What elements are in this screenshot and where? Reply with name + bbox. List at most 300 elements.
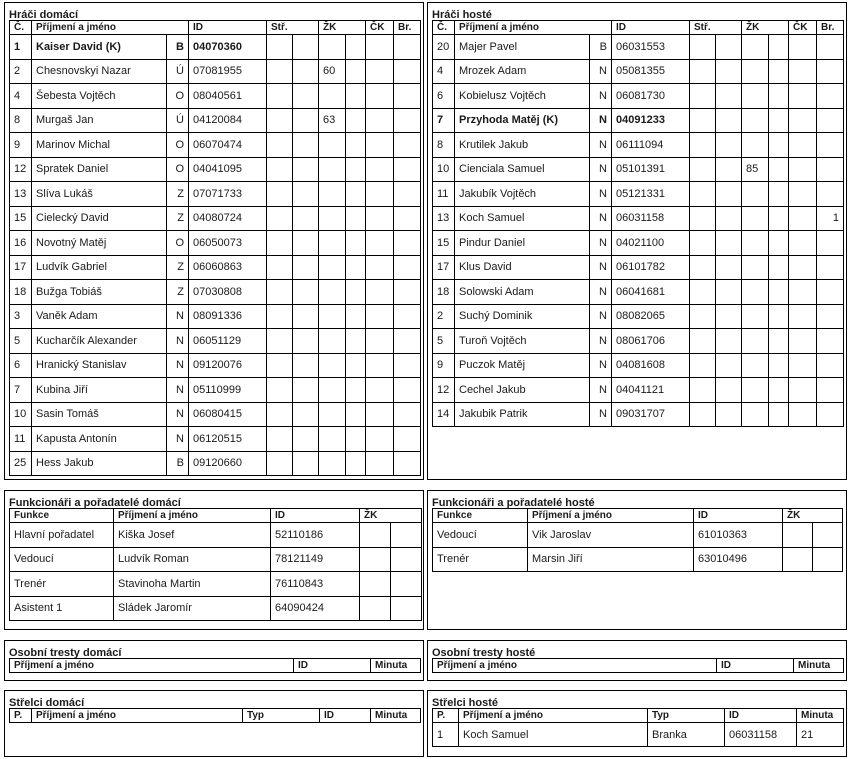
- player-yellow-card: [319, 182, 346, 207]
- player-red-card: [789, 35, 817, 60]
- official-role: Trenér: [10, 572, 114, 597]
- player-red-card: [366, 133, 394, 158]
- player-name: Kucharčík Alexander: [32, 329, 167, 354]
- col-role-header: Funkce: [433, 509, 528, 523]
- player-sub-in: [690, 84, 716, 109]
- player-row: [433, 378, 844, 403]
- away-penalties-table: [432, 658, 844, 673]
- official-name: Ludvík Roman: [114, 547, 271, 572]
- player-goals: [817, 329, 844, 354]
- player-sub-in: [267, 378, 293, 403]
- player-red-card: [366, 157, 394, 182]
- player-red-card: [366, 353, 394, 378]
- player-row: [10, 402, 421, 427]
- player-position: N: [590, 59, 612, 84]
- player-yellow-card-2: [769, 280, 789, 305]
- player-red-card: [789, 255, 817, 280]
- player-red-card: [789, 59, 817, 84]
- player-id: 06041681: [612, 280, 690, 305]
- player-goals: [394, 304, 421, 329]
- player-id: 09120660: [189, 451, 267, 476]
- player-goals: 1: [817, 206, 844, 231]
- player-sub-in: [690, 378, 716, 403]
- player-position: B: [590, 35, 612, 60]
- official-yellow-card: [360, 547, 391, 572]
- scorer-type: Branka: [648, 723, 725, 747]
- player-sub-out: [716, 231, 742, 256]
- player-sub-out: [293, 133, 319, 158]
- player-id: 04081608: [612, 353, 690, 378]
- player-position: N: [167, 353, 189, 378]
- player-name: Kobielusz Vojtěch: [455, 84, 590, 109]
- player-position: O: [167, 84, 189, 109]
- player-id: 04041121: [612, 378, 690, 403]
- player-sub-in: [690, 157, 716, 182]
- player-number: 7: [10, 378, 32, 403]
- player-yellow-card-2: [769, 108, 789, 133]
- official-row: [433, 523, 843, 548]
- player-goals: [817, 402, 844, 427]
- col-id-header: ID: [271, 509, 360, 523]
- player-red-card: [366, 108, 394, 133]
- away-scorers-title: Střelci hosté: [432, 697, 499, 709]
- player-yellow-card: [319, 206, 346, 231]
- player-number: 16: [10, 231, 32, 256]
- player-yellow-card: 63: [319, 108, 346, 133]
- player-sub-in: [690, 35, 716, 60]
- col-id-header: ID: [612, 21, 690, 35]
- player-goals: [394, 280, 421, 305]
- player-red-card: [366, 304, 394, 329]
- player-sub-out: [716, 133, 742, 158]
- player-position: N: [590, 329, 612, 354]
- player-number: 17: [433, 255, 455, 280]
- player-yellow-card-2: [346, 35, 366, 60]
- player-sub-in: [690, 402, 716, 427]
- player-id: 06070474: [189, 133, 267, 158]
- player-number: 11: [10, 427, 32, 452]
- player-yellow-card: [319, 133, 346, 158]
- scorer-position: 1: [433, 723, 459, 747]
- col-type-header: Typ: [243, 709, 320, 723]
- home-penalties-panel: [4, 640, 424, 681]
- player-position: N: [590, 133, 612, 158]
- player-yellow-card: [319, 157, 346, 182]
- player-number: 4: [10, 84, 32, 109]
- home-officials-panel: [4, 490, 424, 630]
- player-yellow-card: [742, 329, 769, 354]
- col-name-header: Příjmení a jméno: [455, 21, 612, 35]
- col-position-header: P.: [10, 709, 32, 723]
- player-row: [433, 108, 844, 133]
- player-goals: [394, 108, 421, 133]
- player-sub-in: [690, 108, 716, 133]
- player-number: 15: [10, 206, 32, 231]
- player-goals: [394, 255, 421, 280]
- player-sub-in: [267, 84, 293, 109]
- player-id: 07071733: [189, 182, 267, 207]
- player-sub-in: [267, 182, 293, 207]
- official-row: [433, 547, 843, 572]
- away-players-panel: [427, 2, 847, 480]
- player-red-card: [366, 402, 394, 427]
- col-zk-header: ŽK: [742, 21, 789, 35]
- official-id: 52110186: [271, 523, 360, 548]
- player-sub-out: [293, 329, 319, 354]
- player-sub-out: [293, 35, 319, 60]
- player-row: [433, 255, 844, 280]
- player-red-card: [366, 84, 394, 109]
- player-goals: [817, 353, 844, 378]
- player-yellow-card: [742, 206, 769, 231]
- official-role: Vedoucí: [10, 547, 114, 572]
- official-yellow-card-2: [391, 596, 422, 621]
- player-id: 06080415: [189, 402, 267, 427]
- player-yellow-card-2: [346, 402, 366, 427]
- player-name: Murgaš Jan: [32, 108, 167, 133]
- player-row: [433, 280, 844, 305]
- player-yellow-card: 60: [319, 59, 346, 84]
- player-name: Cielecký David: [32, 206, 167, 231]
- player-red-card: [789, 402, 817, 427]
- player-sub-in: [690, 329, 716, 354]
- player-position: Z: [167, 255, 189, 280]
- col-zk-header: ŽK: [360, 509, 422, 523]
- player-sub-out: [293, 157, 319, 182]
- col-name-header: Příjmení a jméno: [114, 509, 271, 523]
- player-name: Suchý Dominik: [455, 304, 590, 329]
- player-number: 6: [433, 84, 455, 109]
- player-sub-in: [267, 157, 293, 182]
- player-position: N: [590, 182, 612, 207]
- player-number: 5: [10, 329, 32, 354]
- player-sub-in: [690, 304, 716, 329]
- player-sub-out: [293, 84, 319, 109]
- player-number: 3: [10, 304, 32, 329]
- player-yellow-card-2: [346, 59, 366, 84]
- player-goals: [817, 108, 844, 133]
- col-minute-header: Minuta: [371, 659, 421, 673]
- player-sub-out: [716, 182, 742, 207]
- player-sub-out: [293, 304, 319, 329]
- player-row: [433, 402, 844, 427]
- official-yellow-card: [360, 523, 391, 548]
- away-officials-title: Funkcionáři a pořadatelé hosté: [432, 497, 595, 509]
- player-number: 18: [10, 280, 32, 305]
- player-yellow-card: [319, 255, 346, 280]
- player-position: N: [590, 304, 612, 329]
- player-id: 04120084: [189, 108, 267, 133]
- player-sub-out: [293, 378, 319, 403]
- player-name: Cechel Jakub: [455, 378, 590, 403]
- player-yellow-card-2: [346, 84, 366, 109]
- player-row: [10, 451, 421, 476]
- player-goals: [394, 157, 421, 182]
- player-red-card: [789, 157, 817, 182]
- player-position: N: [590, 84, 612, 109]
- official-yellow-card: [783, 547, 813, 572]
- player-red-card: [366, 35, 394, 60]
- player-sub-in: [267, 59, 293, 84]
- player-goals: [817, 255, 844, 280]
- official-name: Sládek Jaromír: [114, 596, 271, 621]
- player-yellow-card: [742, 353, 769, 378]
- player-goals: [817, 59, 844, 84]
- col-minute-header: Minuta: [797, 709, 844, 723]
- player-sub-out: [293, 182, 319, 207]
- player-name: Majer Pavel: [455, 35, 590, 60]
- official-row: [10, 596, 422, 621]
- official-yellow-card-2: [813, 523, 843, 548]
- official-row: [10, 547, 422, 572]
- away-penalties-header-row: [433, 659, 844, 673]
- home-players-header-row: [10, 21, 421, 35]
- player-yellow-card-2: [769, 84, 789, 109]
- away-officials-panel: [427, 490, 847, 630]
- official-yellow-card: [360, 572, 391, 597]
- col-id-header: ID: [694, 509, 783, 523]
- player-red-card: [789, 182, 817, 207]
- player-sub-out: [716, 329, 742, 354]
- player-position: O: [167, 133, 189, 158]
- player-number: 12: [10, 157, 32, 182]
- player-number: 17: [10, 255, 32, 280]
- col-number-header: Č.: [10, 21, 32, 35]
- player-yellow-card-2: [346, 108, 366, 133]
- col-id-header: ID: [725, 709, 797, 723]
- player-id: 04080724: [189, 206, 267, 231]
- player-id: 05110999: [189, 378, 267, 403]
- player-name: Hranický Stanislav: [32, 353, 167, 378]
- player-sub-out: [293, 108, 319, 133]
- player-name: Kapusta Antonín: [32, 427, 167, 452]
- player-yellow-card-2: [346, 451, 366, 476]
- scorer-empty-cell: [10, 723, 421, 747]
- player-name: Chesnovskyi Nazar: [32, 59, 167, 84]
- official-yellow-card-2: [813, 547, 843, 572]
- player-sub-out: [716, 206, 742, 231]
- player-id: 06050073: [189, 231, 267, 256]
- official-yellow-card-2: [391, 523, 422, 548]
- player-sub-in: [690, 133, 716, 158]
- col-role-header: Funkce: [10, 509, 114, 523]
- player-yellow-card: [742, 59, 769, 84]
- col-position-header: P.: [433, 709, 459, 723]
- player-yellow-card: [319, 451, 346, 476]
- player-yellow-card-2: [769, 231, 789, 256]
- player-row: [433, 231, 844, 256]
- home-officials-title: Funkcionáři a pořadatelé domácí: [9, 497, 181, 509]
- player-sub-out: [293, 280, 319, 305]
- player-position: B: [167, 451, 189, 476]
- player-name: Puczok Matěj: [455, 353, 590, 378]
- player-yellow-card: [742, 255, 769, 280]
- away-scorers-table: [432, 708, 844, 747]
- player-number: 5: [433, 329, 455, 354]
- player-red-card: [366, 451, 394, 476]
- player-goals: [394, 378, 421, 403]
- player-name: Koch Samuel: [455, 206, 590, 231]
- player-yellow-card-2: [346, 353, 366, 378]
- player-sub-in: [267, 402, 293, 427]
- player-name: Hess Jakub: [32, 451, 167, 476]
- player-yellow-card: [319, 427, 346, 452]
- player-position: N: [590, 378, 612, 403]
- player-id: 04091233: [612, 108, 690, 133]
- player-position: Z: [167, 182, 189, 207]
- player-red-card: [366, 329, 394, 354]
- player-yellow-card-2: [769, 133, 789, 158]
- player-sub-in: [267, 427, 293, 452]
- player-goals: [394, 84, 421, 109]
- col-str-header: Stř.: [267, 21, 319, 35]
- player-name: Ludvík Gabriel: [32, 255, 167, 280]
- home-penalties-header-row: [10, 659, 421, 673]
- player-row: [433, 84, 844, 109]
- player-name: Jakubík Vojtěch: [455, 182, 590, 207]
- official-role: Hlavní pořadatel: [10, 523, 114, 548]
- player-sub-in: [267, 280, 293, 305]
- player-name: Sasin Tomáš: [32, 402, 167, 427]
- home-players-title: Hráči domácí: [9, 9, 79, 21]
- player-goals: [817, 280, 844, 305]
- player-yellow-card-2: [346, 133, 366, 158]
- player-yellow-card: [319, 353, 346, 378]
- player-sub-out: [293, 231, 319, 256]
- player-yellow-card: [742, 231, 769, 256]
- player-goals: [394, 427, 421, 452]
- player-number: 1: [10, 35, 32, 60]
- col-str-header: Stř.: [690, 21, 742, 35]
- player-goals: [394, 59, 421, 84]
- col-name-header: Příjmení a jméno: [32, 21, 189, 35]
- player-number: 9: [433, 353, 455, 378]
- home-players-panel: [4, 2, 424, 480]
- player-yellow-card-2: [346, 329, 366, 354]
- player-row: [10, 255, 421, 280]
- player-yellow-card-2: [769, 59, 789, 84]
- player-red-card: [366, 231, 394, 256]
- player-number: 13: [10, 182, 32, 207]
- player-goals: [817, 84, 844, 109]
- player-red-card: [366, 206, 394, 231]
- player-name: Kubina Jiří: [32, 378, 167, 403]
- col-name-header: Příjmení a jméno: [459, 709, 648, 723]
- player-position: Ú: [167, 108, 189, 133]
- official-name: Kiška Josef: [114, 523, 271, 548]
- player-yellow-card: [742, 133, 769, 158]
- home-scorers-table: [9, 708, 421, 747]
- player-yellow-card: [319, 35, 346, 60]
- player-position: N: [167, 329, 189, 354]
- col-type-header: Typ: [648, 709, 725, 723]
- player-goals: [394, 231, 421, 256]
- player-position: N: [590, 206, 612, 231]
- player-id: 05101391: [612, 157, 690, 182]
- player-number: 20: [433, 35, 455, 60]
- player-name: Solowski Adam: [455, 280, 590, 305]
- player-yellow-card: [319, 231, 346, 256]
- home-scorers-panel: [4, 690, 424, 757]
- player-row: [10, 353, 421, 378]
- player-number: 14: [433, 402, 455, 427]
- player-position: N: [167, 402, 189, 427]
- player-goals: [394, 35, 421, 60]
- player-sub-out: [293, 255, 319, 280]
- player-number: 2: [433, 304, 455, 329]
- home-penalties-title: Osobní tresty domácí: [9, 647, 122, 659]
- player-number: 18: [433, 280, 455, 305]
- player-sub-in: [267, 108, 293, 133]
- player-sub-in: [690, 231, 716, 256]
- player-number: 15: [433, 231, 455, 256]
- player-sub-out: [716, 35, 742, 60]
- player-goals: [394, 133, 421, 158]
- player-sub-out: [293, 402, 319, 427]
- home-scorers-title: Střelci domácí: [9, 697, 85, 709]
- player-yellow-card: [742, 304, 769, 329]
- player-row: [10, 84, 421, 109]
- player-sub-in: [690, 59, 716, 84]
- col-br-header: Br.: [817, 21, 844, 35]
- player-position: B: [167, 35, 189, 60]
- player-goals: [817, 231, 844, 256]
- player-sub-in: [267, 451, 293, 476]
- player-id: 06101782: [612, 255, 690, 280]
- away-scorers-panel: [427, 690, 847, 757]
- player-row: [10, 280, 421, 305]
- col-minute-header: Minuta: [371, 709, 421, 723]
- scorer-row: [433, 723, 844, 747]
- player-sub-out: [716, 280, 742, 305]
- player-position: N: [167, 427, 189, 452]
- player-sub-in: [267, 231, 293, 256]
- player-yellow-card: [742, 280, 769, 305]
- col-id-header: ID: [717, 659, 794, 673]
- official-yellow-card: [360, 596, 391, 621]
- player-yellow-card-2: [346, 206, 366, 231]
- player-red-card: [366, 378, 394, 403]
- player-goals: [394, 451, 421, 476]
- official-yellow-card-2: [391, 547, 422, 572]
- player-yellow-card: [319, 329, 346, 354]
- official-role: Vedoucí: [433, 523, 528, 548]
- player-number: 4: [433, 59, 455, 84]
- scorer-id: 06031158: [725, 723, 797, 747]
- player-row: [433, 59, 844, 84]
- official-yellow-card-2: [391, 572, 422, 597]
- player-goals: [817, 182, 844, 207]
- player-id: 07081955: [189, 59, 267, 84]
- col-name-header: Příjmení a jméno: [32, 709, 243, 723]
- player-yellow-card-2: [769, 182, 789, 207]
- player-id: 06031158: [612, 206, 690, 231]
- player-sub-out: [293, 451, 319, 476]
- player-sub-out: [293, 59, 319, 84]
- player-row: [10, 304, 421, 329]
- player-red-card: [789, 84, 817, 109]
- player-goals: [394, 206, 421, 231]
- official-name: Stavinoha Martin: [114, 572, 271, 597]
- player-name: Przyhoda Matěj (K): [455, 108, 590, 133]
- player-sub-in: [267, 353, 293, 378]
- player-position: N: [590, 280, 612, 305]
- player-goals: [817, 378, 844, 403]
- player-position: Z: [167, 206, 189, 231]
- player-red-card: [789, 108, 817, 133]
- player-position: O: [167, 231, 189, 256]
- player-yellow-card-2: [769, 378, 789, 403]
